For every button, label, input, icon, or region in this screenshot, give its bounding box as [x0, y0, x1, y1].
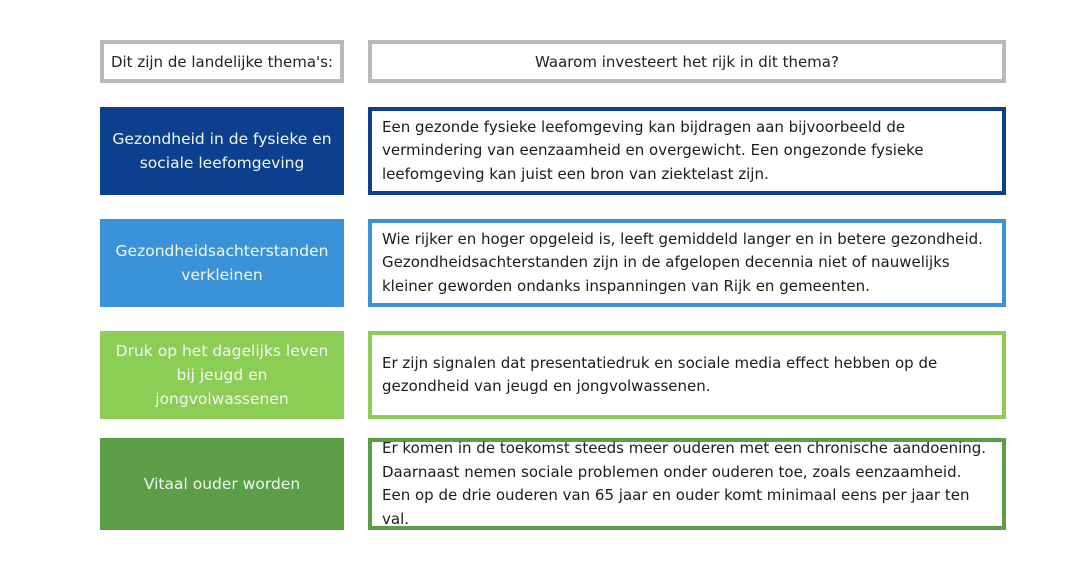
theme-label: Gezondheid in de fysieke en sociale leefomgeving	[112, 130, 332, 172]
theme-label: Druk op het dagelijks leven bij jeugd en jongvolwassenen	[115, 342, 329, 408]
theme-box	[100, 331, 344, 419]
header-reasons-label: Waarom investeert het rijk in dit thema?	[535, 52, 839, 71]
theme-box	[100, 219, 344, 307]
header-reasons	[368, 40, 1006, 83]
theme-label: Vitaal ouder worden	[143, 475, 301, 493]
reason-text: Er komen in de toekomst steeds meer ouderen met een chronische aandoening. Daarnaast nemen sociale problemen onder ouderen toe, zoals eenzaamheid. Een op de drie ouderen van 65 jaar en ouder komt minimaal eens per jaar ten val.	[382, 439, 987, 528]
reason-text: Wie rijker en hoger opgeleid is, leeft gemiddeld langer en in betere gezondheid. Gezondheidsachterstanden zijn in de afgelopen decennia niet of nauwelijks kleiner geworden ondanks inspanningen van Rijk en gemeenten.	[382, 229, 983, 295]
reason-box	[368, 107, 1006, 195]
theme-box	[100, 438, 344, 530]
theme-label: Gezondheidsachterstanden verkleinen	[115, 242, 329, 284]
reason-text: Er zijn signalen dat presentatiedruk en sociale media effect hebben op de gezondheid van jeugd en jongvolwassenen.	[382, 353, 938, 395]
header-themes-label: Dit zijn de landelijke thema's:	[110, 52, 334, 71]
header-themes	[100, 40, 344, 83]
reason-box	[368, 438, 1006, 530]
theme-box	[100, 107, 344, 195]
reason-box	[368, 331, 1006, 419]
reason-text: Een gezonde fysieke leefomgeving kan bijdragen aan bijvoorbeeld de vermindering van eenzaamheid en overgewicht. Een ongezonde fysieke leefomgeving kan juist een bron van ziektelast zijn.	[382, 117, 924, 183]
reason-box	[368, 219, 1006, 307]
